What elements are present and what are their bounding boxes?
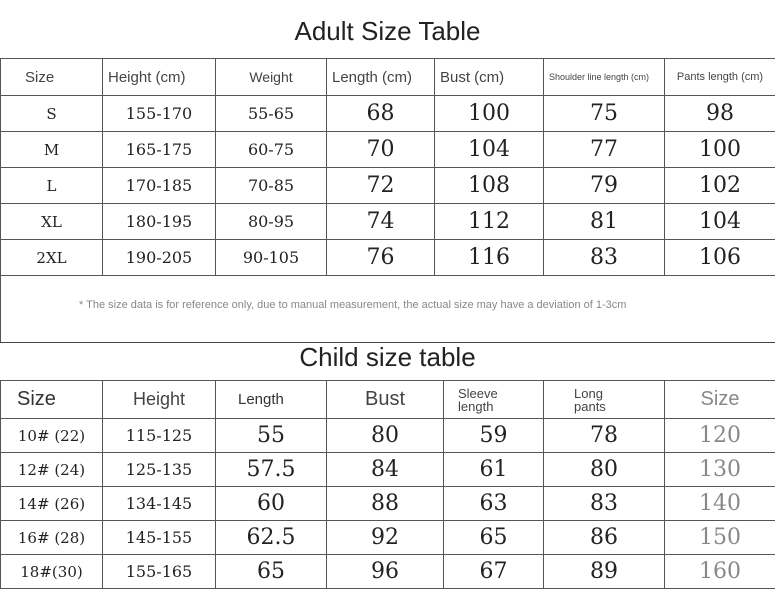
child-header-pants: Long pants	[544, 381, 665, 419]
table-cell: 180-195	[103, 204, 216, 240]
table-cell: 67	[444, 555, 544, 589]
child-table-title: Child size table	[0, 342, 775, 373]
adult-header-weight: Weight	[216, 59, 327, 96]
table-row	[1, 487, 775, 521]
table-cell: 80	[327, 419, 444, 453]
child-header-bust: Bust	[327, 381, 444, 419]
table-cell: 70-85	[216, 168, 327, 204]
adult-header-size: Size	[1, 59, 103, 96]
table-row	[1, 96, 775, 132]
table-row	[1, 521, 775, 555]
table-cell: 76	[327, 240, 435, 276]
table-cell: 90-105	[216, 240, 327, 276]
table-cell: 55	[216, 419, 327, 453]
table-cell: 60	[216, 487, 327, 521]
table-cell: 74	[327, 204, 435, 240]
table-cell: 83	[544, 487, 665, 521]
table-cell: 102	[665, 168, 775, 204]
table-cell: 160	[665, 555, 775, 589]
table-cell: 18#(30)	[1, 555, 103, 589]
table-cell: 10# (22)	[1, 419, 103, 453]
child-header-row	[1, 381, 775, 419]
table-cell: L	[1, 168, 103, 204]
table-cell: S	[1, 96, 103, 132]
table-cell: 2XL	[1, 240, 103, 276]
table-cell: 75	[544, 96, 665, 132]
table-cell: 62.5	[216, 521, 327, 555]
table-row	[1, 168, 775, 204]
table-cell: 165-175	[103, 132, 216, 168]
adult-header-row	[1, 59, 775, 96]
table-cell: 116	[435, 240, 544, 276]
table-cell: 12# (24)	[1, 453, 103, 487]
table-cell: 16# (28)	[1, 521, 103, 555]
adult-header-length: Length (cm)	[327, 59, 435, 96]
child-size-table	[0, 380, 775, 589]
table-cell: 140	[665, 487, 775, 521]
table-cell: XL	[1, 204, 103, 240]
child-header-height: Height	[103, 381, 216, 419]
table-cell: 96	[327, 555, 444, 589]
table-cell: 100	[665, 132, 775, 168]
table-cell: 78	[544, 419, 665, 453]
adult-table-title: Adult Size Table	[0, 16, 775, 47]
table-cell: 79	[544, 168, 665, 204]
table-cell: 190-205	[103, 240, 216, 276]
table-cell: 55-65	[216, 96, 327, 132]
table-cell: 57.5	[216, 453, 327, 487]
child-header-length: Length	[216, 381, 327, 419]
table-cell: 77	[544, 132, 665, 168]
table-row	[1, 132, 775, 168]
table-cell: 155-170	[103, 96, 216, 132]
table-cell: 63	[444, 487, 544, 521]
table-cell: 72	[327, 168, 435, 204]
table-cell: 155-165	[103, 555, 216, 589]
table-cell: 98	[665, 96, 775, 132]
child-header-sleeve: Sleeve length	[444, 381, 544, 419]
table-cell: 120	[665, 419, 775, 453]
table-cell: 108	[435, 168, 544, 204]
table-cell: 68	[327, 96, 435, 132]
adult-header-height: Height (cm)	[103, 59, 216, 96]
table-row	[1, 419, 775, 453]
table-cell: 89	[544, 555, 665, 589]
adult-size-table	[0, 58, 775, 343]
table-cell: 150	[665, 521, 775, 555]
table-row	[1, 453, 775, 487]
child-header-size: Size	[1, 381, 103, 419]
table-cell: 83	[544, 240, 665, 276]
table-cell: 65	[444, 521, 544, 555]
table-cell: 59	[444, 419, 544, 453]
table-cell: 70	[327, 132, 435, 168]
table-cell: 115-125	[103, 419, 216, 453]
table-cell: 112	[435, 204, 544, 240]
table-cell: 104	[435, 132, 544, 168]
table-cell: 86	[544, 521, 665, 555]
adult-header-bust: Bust (cm)	[435, 59, 544, 96]
table-cell: 106	[665, 240, 775, 276]
table-cell: 88	[327, 487, 444, 521]
table-cell: 100	[435, 96, 544, 132]
table-cell: 170-185	[103, 168, 216, 204]
adult-header-pants: Pants length (cm)	[665, 59, 775, 96]
table-cell: 81	[544, 204, 665, 240]
table-cell: 80-95	[216, 204, 327, 240]
child-header-size-cm: Size	[665, 381, 775, 419]
table-cell: 92	[327, 521, 444, 555]
disclaimer-note: * The size data is for reference only, due to manual measurement, the actual size may have a deviation of 1-3cm	[1, 276, 775, 343]
table-row	[1, 555, 775, 589]
table-row	[1, 240, 775, 276]
table-cell: M	[1, 132, 103, 168]
table-row	[1, 204, 775, 240]
table-cell: 134-145	[103, 487, 216, 521]
adult-note-row	[1, 276, 775, 343]
table-cell: 14# (26)	[1, 487, 103, 521]
adult-header-shoulder: Shoulder line length (cm)	[544, 59, 665, 96]
table-cell: 130	[665, 453, 775, 487]
table-cell: 84	[327, 453, 444, 487]
table-cell: 65	[216, 555, 327, 589]
table-cell: 60-75	[216, 132, 327, 168]
table-cell: 104	[665, 204, 775, 240]
table-cell: 61	[444, 453, 544, 487]
table-cell: 145-155	[103, 521, 216, 555]
table-cell: 80	[544, 453, 665, 487]
table-cell: 125-135	[103, 453, 216, 487]
